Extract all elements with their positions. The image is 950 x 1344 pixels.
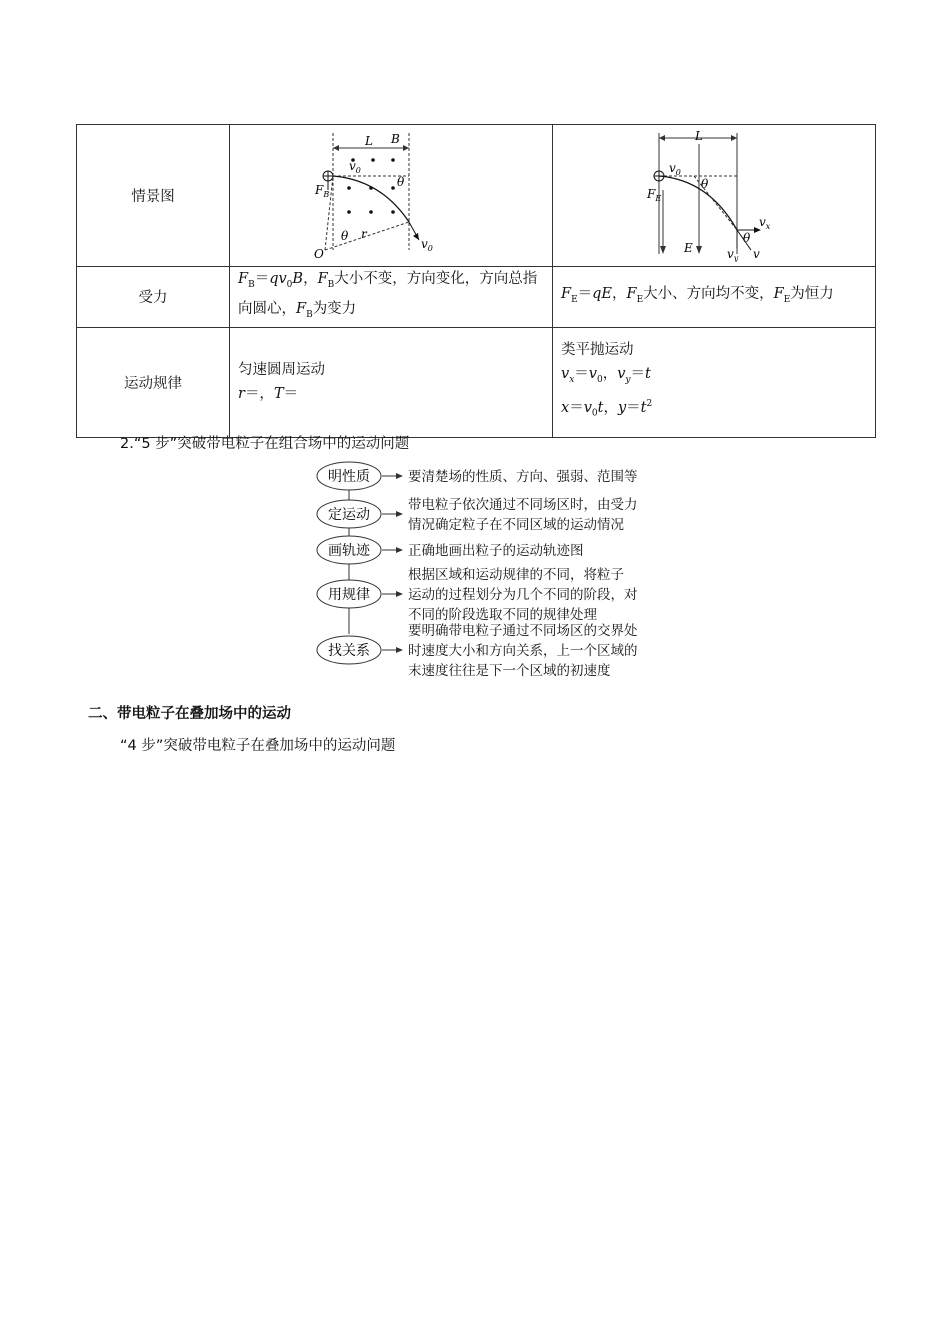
electric-motion-formula-2: $x=v_0t$，$y=t^2$ [561,399,653,420]
flow-arrowhead [396,473,403,479]
electric-force-cell: $F_E=qE$，$F_E$大小、方向均不变，$F_E$为恒力 [553,267,876,328]
label-vx: $v_x$ [759,214,771,231]
flow-step-description: 不同的阶段选取不同的规律处理 [408,607,597,623]
label-L: L [695,129,703,143]
label-L: L [365,133,373,148]
flow-step-description: 要清楚场的性质、方向、强弱、范围等 [408,469,638,485]
electric-force-text: 大小、方向均不变， [643,285,774,302]
flow-step-label: 用规律 [328,587,370,603]
five-step-flowchart [314,458,684,690]
label-E: E [684,240,693,255]
magnetic-motion-cell [230,327,553,437]
flow-arrowhead [396,647,403,653]
label-v0: $v_0$ [669,160,681,177]
flow-arrowhead [396,547,403,553]
label-v: v [753,246,760,261]
label-r: r [361,226,367,241]
electric-field-diagram-cell [553,125,876,267]
magnetic-motion-formula: r＝，T＝ [238,386,299,403]
label-B: B [391,131,400,146]
flow-step-label: 明性质 [328,469,370,485]
flow-step-description: 要明确带电粒子通过不同场区的交界处 [408,623,638,639]
flow-step-label: 定运动 [328,507,370,523]
label-v0-exit: $v_0$ [421,236,433,253]
electric-motion-formula-1: $v_x=v_0$，$v_y=t$ [561,366,651,386]
label-theta-bottom: θ [743,230,751,245]
magnetic-motion-type: 匀速圆周运动 [238,362,325,379]
flow-step-description: 根据区域和运动规律的不同，将粒子 [408,567,624,583]
flow-step-description: 情况确定粒子在不同区域的运动情况 [408,517,624,533]
flow-step-label: 找关系 [328,643,370,659]
magnetic-field-diagram-cell [230,125,553,267]
flow-step-description: 时速度大小和方向关系，上一个区域的 [408,643,638,659]
electric-force-text-2: 为恒力 [790,285,834,302]
label-v0: $v_0$ [349,158,361,175]
magnetic-force-cell: $F_B=qv_0B$，$F_B$大小不变，方向变化，方向总指向圆心，$F_B$为变力 [230,267,553,328]
section-subtitle-4-steps: “4 步”突破带电粒子在叠加场中的运动问题 [120,738,396,754]
comparison-table [76,124,876,438]
flow-arrowhead [396,511,403,517]
flow-step-description: 末速度往往是下一个区域的初速度 [408,663,611,679]
label-FB: $F_B$ [315,182,330,199]
flow-arrowhead [396,591,403,597]
section-title-combined-field: 2.“5 步”突破带电粒子在组合场中的运动问题 [120,436,410,452]
label-theta-top: θ [701,176,709,191]
flow-step-description: 带电粒子依次通过不同场区时，由受力 [408,497,638,513]
table-row [77,327,876,437]
table-row [77,125,876,267]
magnetic-force-text-2: 为变力 [312,300,357,317]
label-FE: $F_E$ [647,186,662,203]
label-O: O [314,246,324,261]
flow-step-label: 画轨迹 [328,543,370,559]
row-header: 受力 [77,267,230,328]
electric-field-diagram [639,130,789,262]
section-title-superposed-field: 二、带电粒子在叠加场中的运动 [88,706,291,722]
magnetic-field-diagram [311,130,471,262]
row-header: 情景图 [77,125,230,267]
electric-motion-cell [553,327,876,437]
label-theta-bottom: θ [341,228,349,243]
electric-motion-type: 类平抛运动 [561,342,634,359]
label-vy: $v_y$ [727,246,739,262]
label-theta-top: θ [397,174,405,189]
row-header: 运动规律 [77,327,230,437]
flow-step-description: 正确地画出粒子的运动轨迹图 [408,543,584,559]
magnetic-force-text: 大小不变，方向变化，方向总指向圆心， [238,271,538,317]
table-row [77,267,876,328]
flow-step-description: 运动的过程划分为几个不同的阶段，对 [408,587,638,603]
